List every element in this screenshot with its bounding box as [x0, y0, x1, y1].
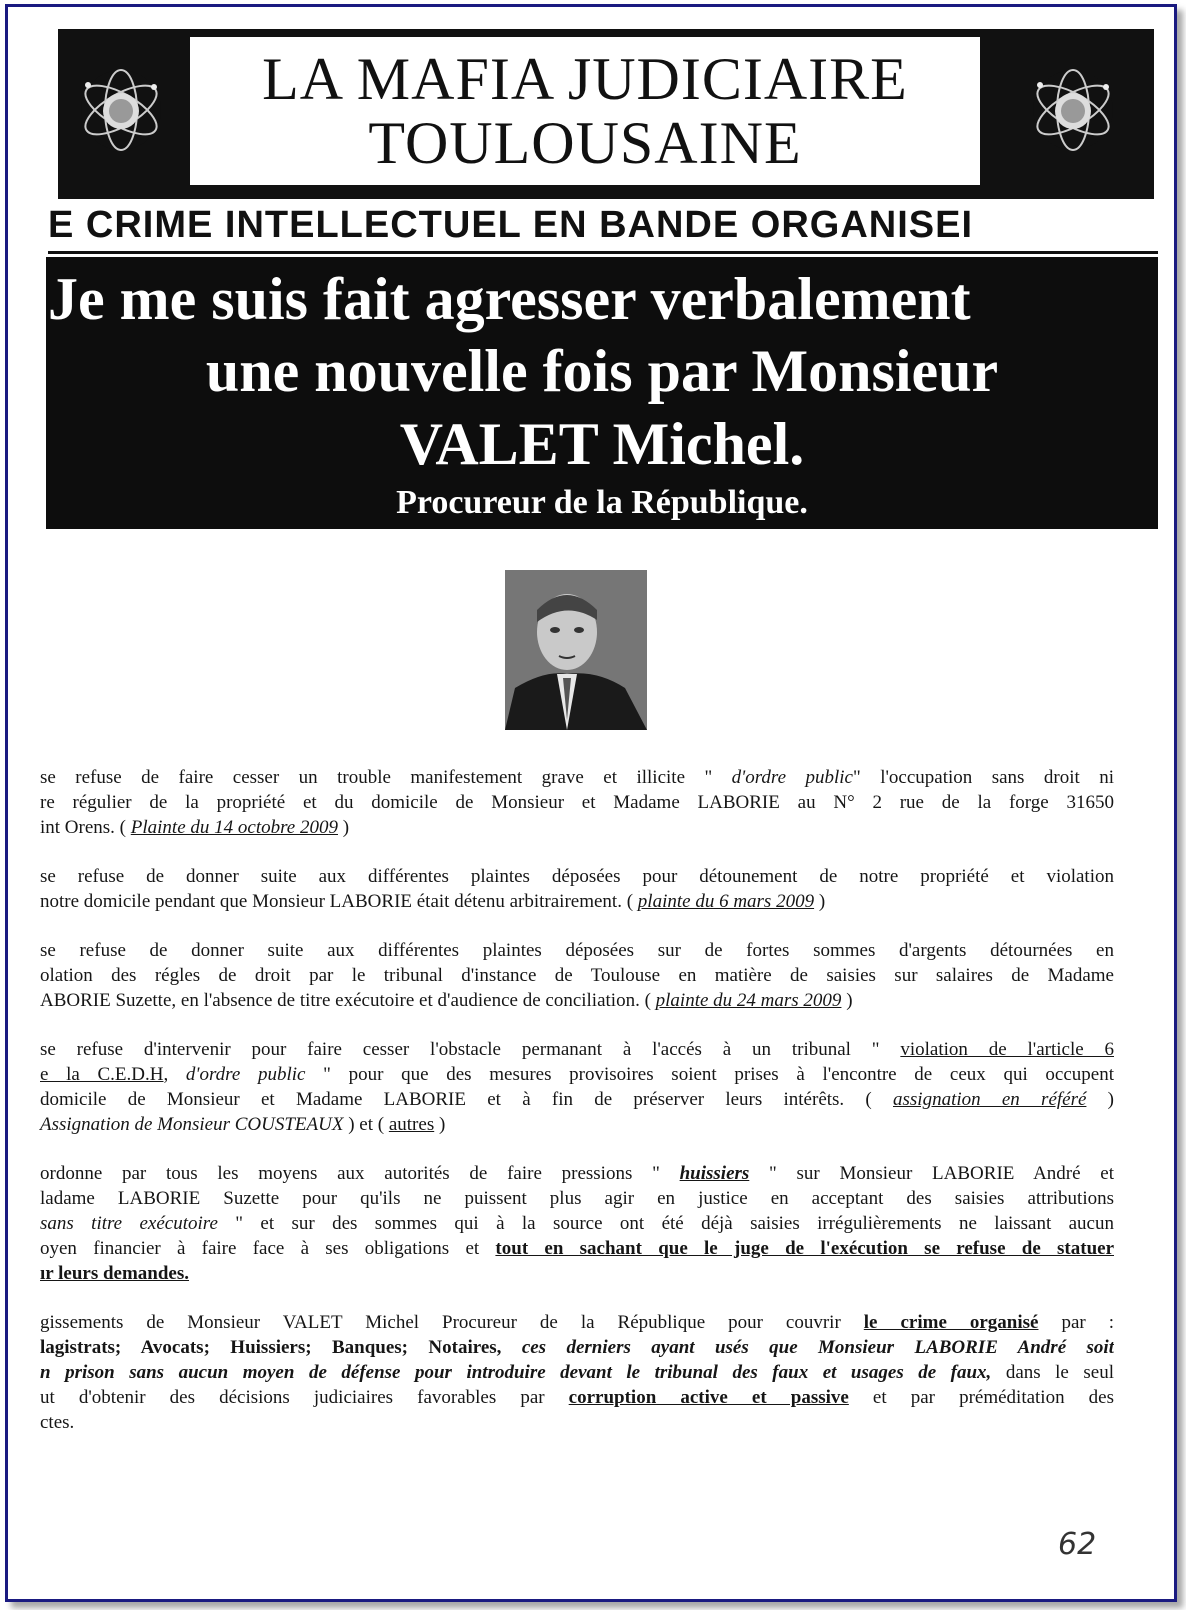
headline-line-1: Je me suis fait agresser verbalement: [48, 266, 971, 332]
paragraph: [8, 864, 1114, 914]
text-segment: ABORIE Suzette, en l'absence de titre exécutoire et d'audience de conciliation. (: [40, 990, 656, 1011]
text-segment: se refuse de donner suite aux différentes plaintes déposées pour détounement de notre propriété et violation: [40, 866, 1114, 887]
body-text: [8, 765, 1114, 1459]
text-segment: ) et (: [343, 1114, 389, 1135]
text-line: [8, 963, 1114, 988]
text-segment: ): [337, 817, 350, 838]
portrait-photo: [505, 570, 647, 730]
text-segment: huissiers: [679, 1163, 750, 1184]
text-segment: Plainte du 14 octobre 2009: [130, 817, 338, 838]
title-line-2: TOULOUSAINE: [368, 110, 802, 176]
text-segment: ctes.: [40, 1412, 75, 1433]
text-segment: e la C.E.D.H: [40, 1064, 164, 1085]
text-segment: " pour que des mesures provisoires soient prises à l'encontre de ceux qui occupent: [305, 1064, 1114, 1085]
paragraph: [8, 1161, 1114, 1286]
text-line: [8, 1112, 1114, 1137]
headline-block: [46, 257, 1158, 529]
text-line: [8, 889, 1114, 914]
text-segment: se refuse d'intervenir pour faire cesser l'obstacle permanant à l'accés à un tribunal ": [40, 1039, 901, 1060]
text-segment: " l'occupation sans droit ni: [853, 767, 1114, 788]
text-segment: ır leurs demandes.: [40, 1263, 190, 1284]
text-segment: sans titre exécutoire: [40, 1213, 218, 1234]
text-segment: ): [841, 990, 853, 1011]
text-segment: ladame LABORIE Suzette pour qu'ils ne puissent plus agir en justice en acceptant des saisies attributions: [40, 1188, 1114, 1209]
page-number: 62: [1058, 1527, 1097, 1562]
text-segment: autres: [388, 1114, 435, 1135]
paragraph: [8, 1310, 1114, 1435]
text-segment: se refuse de donner suite aux différentes plaintes déposées sur de fortes sommes d'argents détournées en: [40, 940, 1114, 961]
atom-emblem-icon: [1028, 65, 1118, 155]
text-segment: le crime organisé: [863, 1312, 1039, 1333]
text-segment: re régulier de la propriété et du domicile de Monsieur et Madame LABORIE au N° 2 rue de la forge 31650: [40, 792, 1114, 813]
text-line: [8, 1037, 1114, 1062]
text-line: [8, 1261, 1114, 1286]
text-segment: gissements de Monsieur VALET Michel Procureur de la République pour couvrir: [40, 1312, 864, 1333]
text-line: [8, 1236, 1114, 1261]
title-line-1: LA MAFIA JUDICIAIRE: [262, 46, 908, 112]
subtitle: E CRIME INTELLECTUEL EN BANDE ORGANISEI: [48, 204, 974, 246]
text-line: [8, 1410, 1114, 1435]
text-line: [8, 1062, 1114, 1087]
paragraph: [8, 765, 1114, 840]
text-segment: domicile de Monsieur et Madame LABORIE et à fin de préserver leurs intérêts. (: [40, 1089, 893, 1110]
text-segment: corruption active et passive: [568, 1387, 849, 1408]
text-line: [8, 790, 1114, 815]
text-line: [8, 1161, 1114, 1186]
text-segment: n prison sans aucun moyen de défense pour introduire devant le tribunal des faux et usages de faux,: [40, 1362, 992, 1383]
text-segment: ut d'obtenir des décisions judiciaires favorables par: [40, 1387, 569, 1408]
headline-line-4: Procureur de la République.: [396, 484, 808, 521]
title-box: [188, 35, 982, 187]
headline-line-3: VALET Michel.: [399, 411, 805, 477]
text-line: [8, 1360, 1114, 1385]
paragraph: [8, 938, 1114, 1013]
text-segment: notre domicile pendant que Monsieur LABORIE était détenu arbitrairement. (: [40, 891, 638, 912]
text-segment: " sur Monsieur LABORIE André et: [749, 1163, 1114, 1184]
text-segment: violation de l'article 6: [900, 1039, 1114, 1060]
text-line: [8, 1211, 1114, 1236]
text-line: [8, 1385, 1114, 1410]
text-segment: ): [814, 891, 826, 912]
text-segment: Assignation de Monsieur COUSTEAUX: [40, 1114, 344, 1135]
headline-line-2: une nouvelle fois par Monsieur: [205, 338, 999, 404]
text-line: [8, 1335, 1114, 1360]
text-segment: par :: [1038, 1312, 1114, 1333]
paragraph: [8, 1037, 1114, 1137]
text-segment: d'ordre public: [731, 767, 853, 788]
header-band: [58, 29, 1154, 199]
text-segment: dans le seul: [991, 1362, 1114, 1383]
text-segment: tout en sachant que le juge de l'exécution se refuse de statuer: [495, 1238, 1114, 1259]
text-line: [8, 1087, 1114, 1112]
text-line: [8, 864, 1114, 889]
text-segment: int Orens. (: [40, 817, 131, 838]
text-segment: ordonne par tous les moyens aux autorités de faire pressions ": [40, 1163, 680, 1184]
text-line: [8, 765, 1114, 790]
text-segment: lagistrats; Avocats; Huissiers; Banques; Notaires,: [40, 1337, 502, 1358]
text-segment: oyen financier à faire face à ses obligations et: [40, 1238, 496, 1259]
text-segment: ): [1086, 1089, 1114, 1110]
text-segment: d'ordre public: [185, 1064, 306, 1085]
text-segment: " et sur des sommes qui à la source ont été déjà saisies irrégulièrements ne laissant aucun: [217, 1213, 1114, 1234]
text-segment: se refuse de faire cesser un trouble manifestement grave et illicite ": [40, 767, 732, 788]
text-segment: ,: [163, 1064, 186, 1085]
text-segment: olation des régles de droit par le tribunal d'instance de Toulouse en matière de saisies sur salaires de Madame: [40, 965, 1114, 986]
text-segment: [501, 1337, 521, 1358]
text-line: [8, 815, 1114, 840]
text-line: [8, 988, 1114, 1013]
text-segment: ): [434, 1114, 446, 1135]
atom-emblem-icon: [76, 65, 166, 155]
text-segment: assignation en référé: [893, 1089, 1087, 1110]
subtitle-rule: [48, 251, 1158, 254]
text-line: [8, 938, 1114, 963]
text-segment: plainte du 6 mars 2009: [637, 891, 815, 912]
text-segment: ces derniers ayant usés que Monsieur LABORIE André soit: [521, 1337, 1114, 1358]
text-line: [8, 1310, 1114, 1335]
text-segment: et par préméditation des: [848, 1387, 1114, 1408]
document-page: [5, 4, 1177, 1602]
text-line: [8, 1186, 1114, 1211]
text-segment: plainte du 24 mars 2009: [655, 990, 842, 1011]
